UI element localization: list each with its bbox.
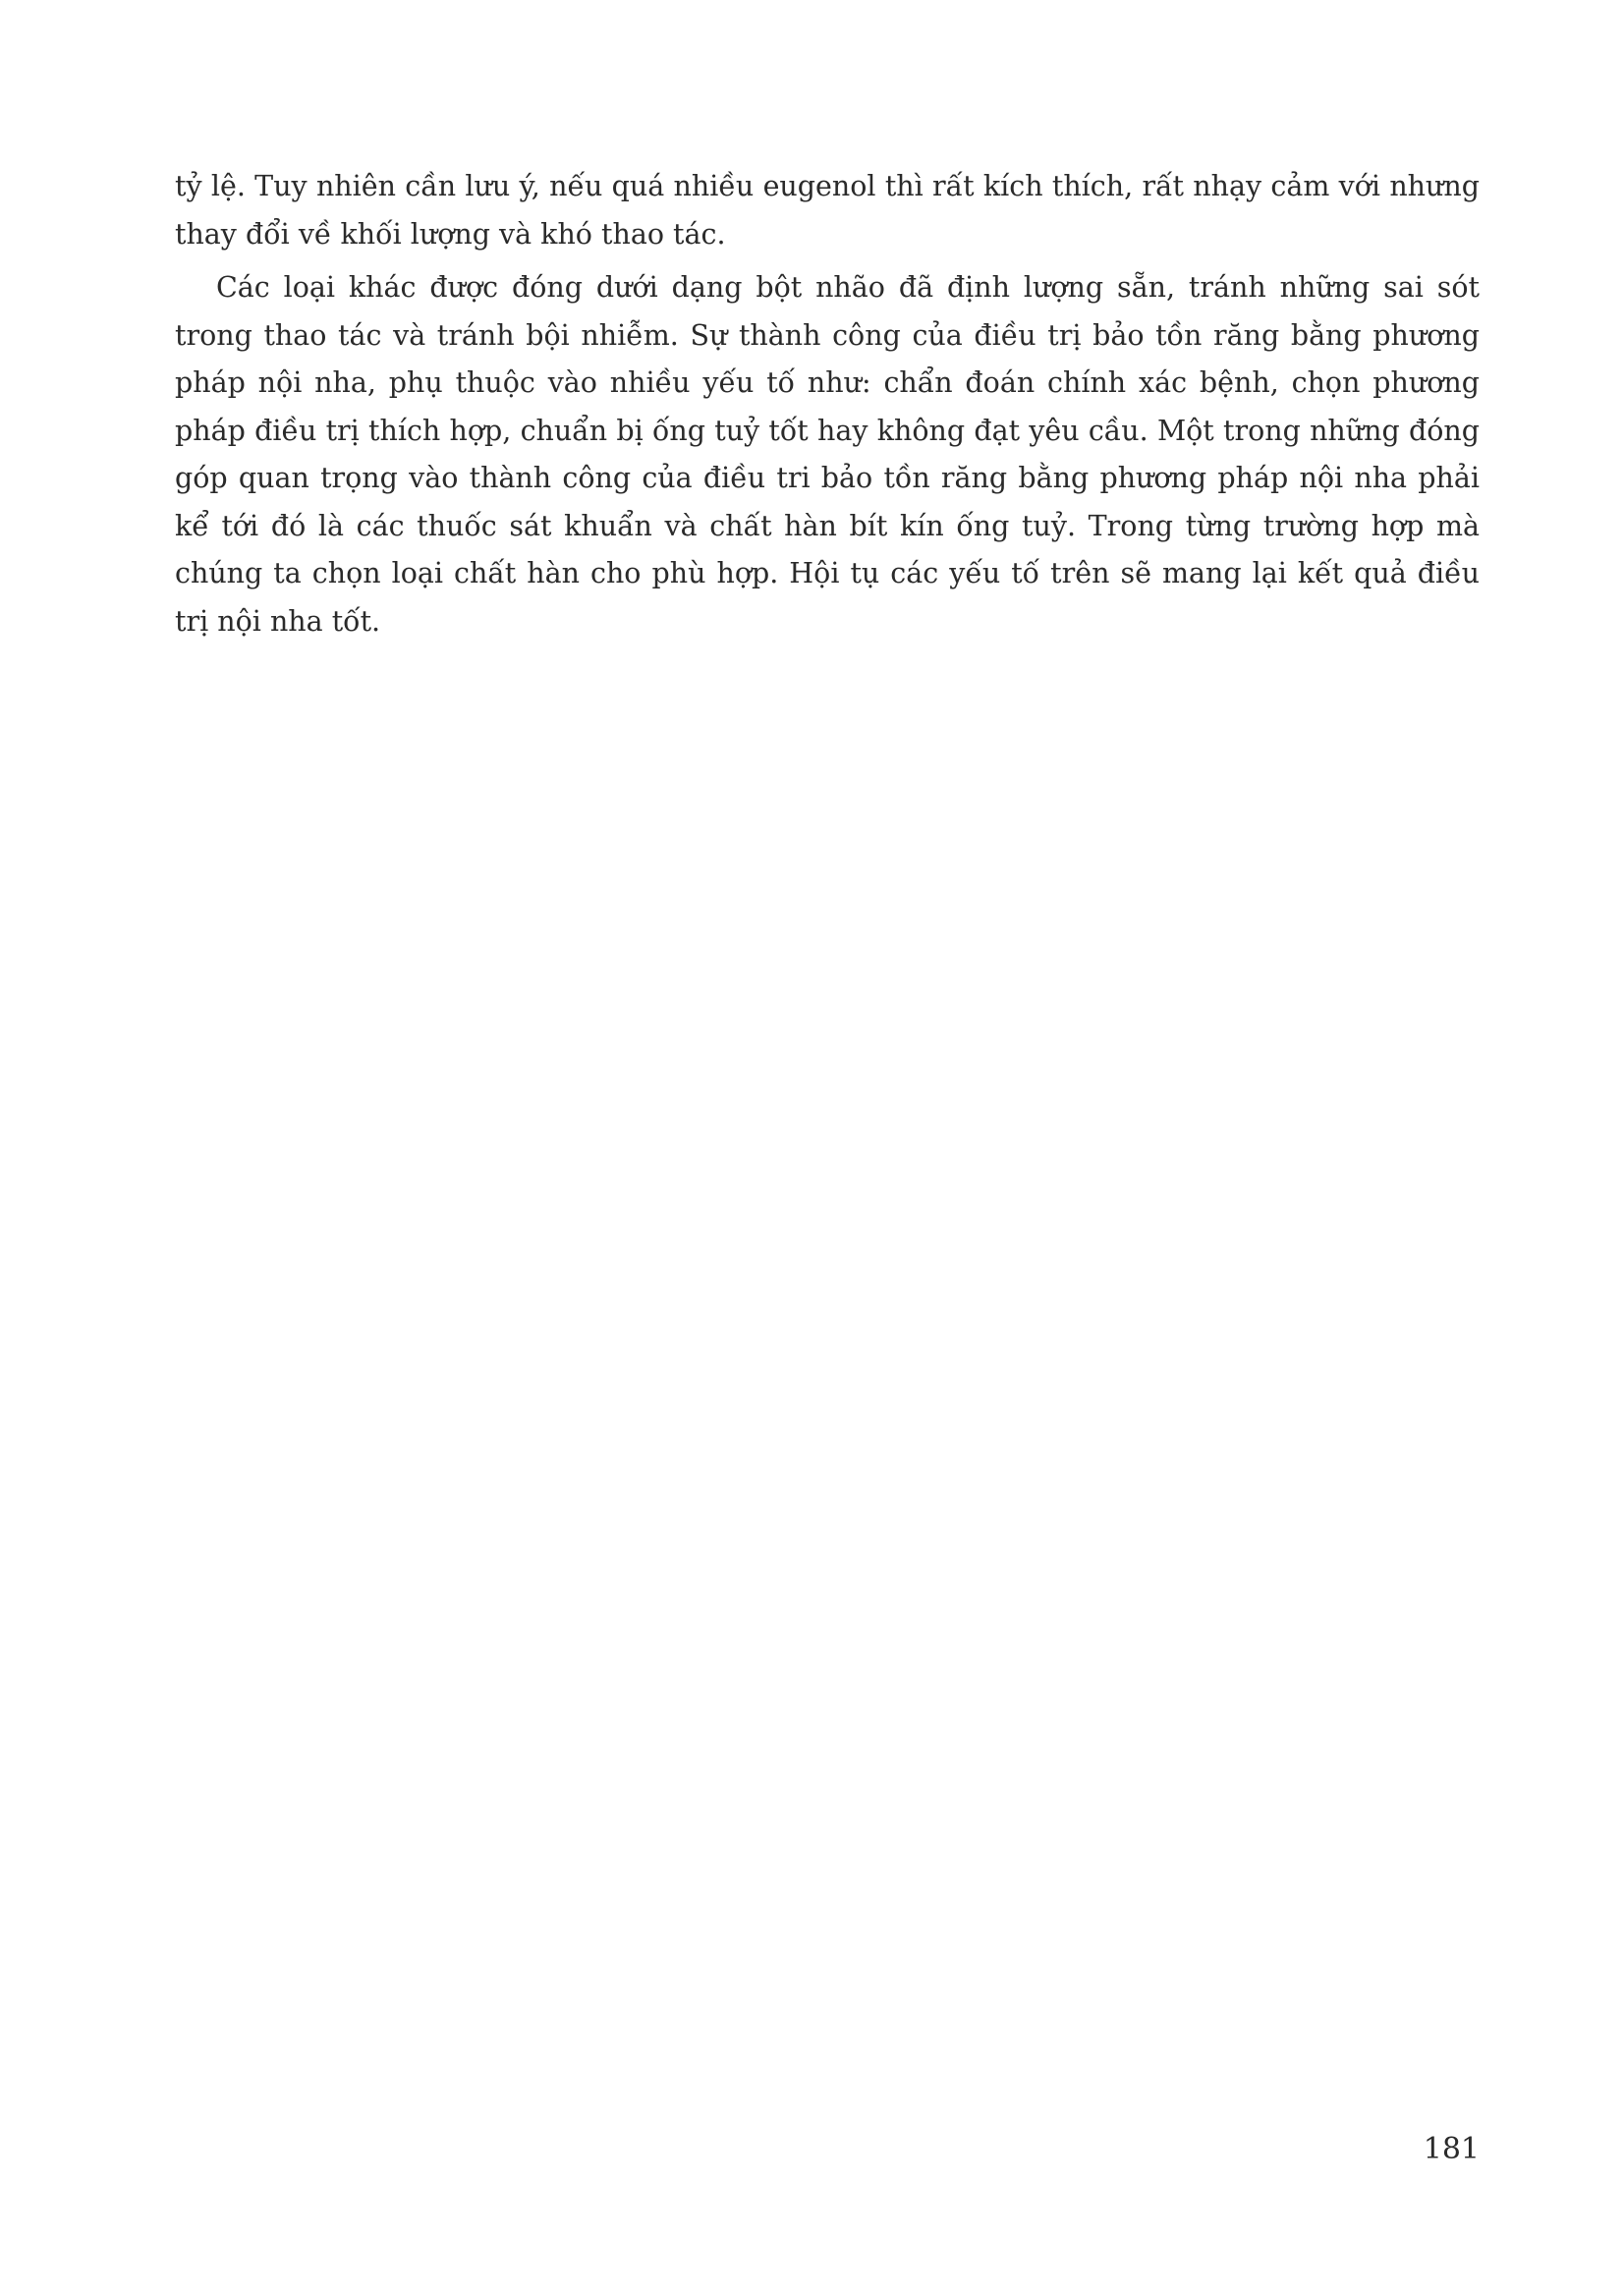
paragraph-main: Các loại khác được đóng dưới dạng bột nhão đã định lượng sẵn, tránh những sai sót trong thao tác và tránh bội nhiễm. Sự thành công của điều trị bảo tồn răng bằng phương pháp nội nha, phụ thuộc vào nhiều yếu tố như: chẩn đoán chính xác bệnh, chọn phương pháp điều trị thích hợp, chuẩn bị ống tuỷ tốt hay không đạt yêu cầu. Một trong những đóng góp quan trọng vào thành công của điều tri bảo tồn răng bằng phương pháp nội nha phải kể tới đó là các thuốc sát khuẩn và chất hàn bít kín ống tuỷ. Trong từng trường hợp mà chúng ta chọn loại chất hàn cho phù hợp. Hội tụ các yếu tố trên sẽ mang lại kết quả điều trị nội nha tốt. — [175, 271, 1480, 638]
body-text — [175, 163, 1480, 645]
paragraph-continuation: tỷ lệ. Tuy nhiên cần lưu ý, nếu quá nhiều eugenol thì rất kích thích, rất nhạy cảm với nhưng thay đổi về khối lượng và khó thao tác. — [175, 170, 1480, 251]
page-number: 181 — [1423, 2132, 1480, 2166]
